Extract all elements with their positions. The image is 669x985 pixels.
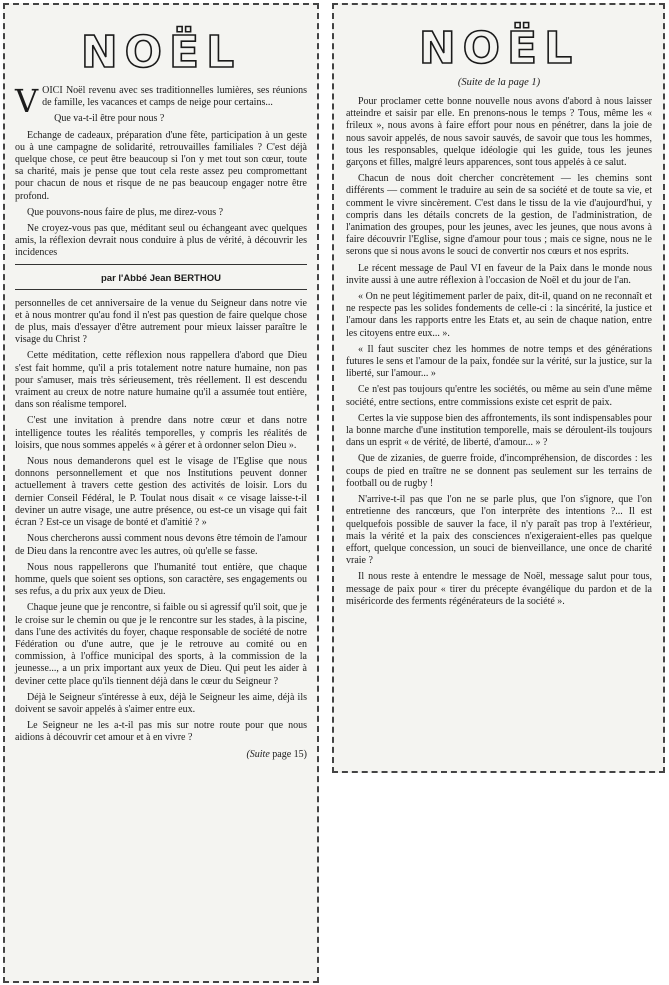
paragraph: Cette méditation, cette réflexion nous rappellera d'abord que Dieu s'est fait homme, qu'il a pris totalement notre nature humaine, non pas pour s'amuser, mais très sérieusement, très réellement. Il est descendu vraiment au creux de notre nature humaine qu'il a assumée tout entière, dans son réalisme temporel. (15, 350, 307, 411)
paragraph: Que pouvons-nous faire de plus, me direz-vous ? (27, 206, 224, 218)
paragraph: N'arrive-t-il pas que l'on ne se parle plus, que l'on s'ignore, que l'on entretienne des rancœurs, que l'on interprète des intentions ?... Il est quelquefois possible de sauver la face, il n'y paraît pas trop à l'extérieur, mais la vérité et la paix des consciences n'exigeraient-elles pas quelque effort, quelque concession, un souci de bienveillance, une once de charité vraie ? (346, 494, 652, 567)
paragraph: « On ne peut légitimement parler de paix, dit-il, quand on ne reconnaît et ne respecte pas les solides fondements de celle-ci : la sincérité, la justice et l'amour dans les rapports entre les Etats et, au sein de chaque nation, entre les citoyens entre eux... ». (346, 291, 652, 339)
paragraph: Nous nous rappellerons que l'humanité tout entière, que chaque homme, quels que soient ses options, son caractère, ses engagements ou ses refus, a du prix aux yeux de Dieu. (15, 561, 307, 598)
intro-text: OICI Noël revenu avec ses traditionnelles lumières, ses réunions de famille, les vacances et camps de neige pour certains... (42, 85, 307, 109)
paragraph: Nous chercherons aussi comment nous devons être témoin de l'amour de Dieu dans la rencontre avec les autres, où qu'elle se fasse. (15, 533, 307, 557)
continued-label: (Suite (246, 748, 270, 760)
paragraph: Que va-t-il être pour nous ? (54, 113, 165, 125)
article-continuation (332, 3, 665, 773)
continuation-title: NOËL (418, 23, 580, 74)
continuation-subtitle: (Suite de la page 1) (457, 77, 541, 88)
drop-cap: V (15, 82, 39, 120)
paragraph: Le Seigneur ne les a-t-il pas mis sur notre route pour que nous aidions à découvrir cet amour et à en vivre ? (15, 720, 307, 744)
paragraph: Pour proclamer cette bonne nouvelle nous avons d'abord à nous laisser atteindre et saisir par elle. En prenons-nous le temps ? Tous, même les « frileux », nous avons à faire effort pour nous en pénétrer, dans la joie de nous savoir appelés, de nous savoir sauvés, de savoir que tous les hommes, tous les responsables, quelque idéologie qui les guide, tous les jeunes garçons et filles, malgré leurs apparences, sont tous appelés à ce salut. (346, 96, 652, 169)
paragraph: Le récent message de Paul VI en faveur de la Paix dans le monde nous invite aussi à une autre réflexion à l'occasion de Noël et du jour de l'an. (346, 262, 652, 286)
article-first-page (3, 3, 319, 983)
paragraph: Déjà le Seigneur s'intéresse à eux, déjà le Seigneur les aime, déjà ils doivent se savoir appelés à s'aimer entre eux. (15, 691, 307, 715)
continued-page: page 15) (272, 748, 307, 760)
paragraph: Ce n'est pas toujours qu'entre les sociétés, ou même au sein d'une même société, entre sections, entre commissions existe cet esprit de paix. (346, 384, 652, 408)
paragraph: Que de zizanies, de guerre froide, d'incompréhension, de discordes : les coups de pied en traître ne se donnent pas seulement sur les terrains de football ou de rugby ! (346, 453, 652, 489)
paragraph: personnelles de cet anniversaire de la venue du Seigneur dans notre vie et à nous montrer qu'au fond il n'est pas question de faire quelque chose de plus, mais d'essayer d'être autrement pour mieux laisser paraître le visage du Christ ? (15, 297, 307, 346)
paragraph: Echange de cadeaux, préparation d'une fête, participation à un geste ou à une campagne de solidarité, retrouvailles familiales ? C'est déjà quelque chose, ce peut être beaucoup si l'on y met tout son cœur, toute sa charité, mais je pense que tout cela reste assez peu compromettant pour chacun de nous et risque de ne pas beaucoup engager notre être profond. (15, 129, 307, 202)
paragraph: C'est une invitation à prendre dans notre cœur et dans notre intelligence toutes les réalités temporelles, y compris les réalités de loisirs, que nous sommes appelés « à gérer et à ordonner selon Dieu ». (15, 415, 307, 451)
paragraph: Chaque jeune que je rencontre, si faible ou si agressif qu'il soit, que je le croise sur le chemin ou que je le rencontre sur les stades, à la piscine, dans l'une des activités du foyer, chaque responsable de société de notre Fédération ou d'une autre, que je le retrouve au comité ou en commission, à l'office municipal des sports, à la commission de la jeunesse..., a un prix important aux yeux de Dieu. Qui peut les aider à deviner cette place qu'ils tiennent déjà dans le cœur du Seigneur ? (15, 602, 307, 687)
byline-box (15, 264, 307, 290)
continued-note (15, 749, 307, 760)
paragraph: Nous nous demanderons quel est le visage de l'Eglise que nous donnons personnellement et que nos Institutions peuvent donner actuellement à travers cette gestion des activités de loisir. Lors du dernier Conseil Fédéral, le P. Toulat nous disait « ce visage laisse-t-il deviner un autre visage, une autre présence, ou est-ce un visage qui fait écran ? Est-ce un visage de bonté et d'amitié ? » (15, 456, 307, 529)
paragraph: Il nous reste à entendre le message de Noël, message salut pour tous, message de paix pour « tirer du précepte évangélique du pardon et de la miséricorde des ferments régénérateurs de la société ». (346, 571, 652, 607)
article-title: NOËL (80, 27, 242, 78)
paragraph: Chacun de nous doit chercher concrètement — les chemins sont différents — comment le traduire au sein de sa société et de toute sa vie, et comment le vivre sincèrement. C'est dans le tissu de la vie d'aujourd'hui, y compris dans les détails concrets de la gestion, de l'administration, de l'animation des groupes, pour les jeunes, avec les jeunes, que nous avons à faire découvrir l'Eglise, signe d'amour pour tous ; mais ce signe, nous ne le serons que si nous avons le souci de convertir nos cœurs et nos esprits. (346, 173, 652, 258)
paragraph: Ne croyez-vous pas que, méditant seul ou échangeant avec quelques amis, la réflexion devrait nous conduire à plus de vérité, à découvrir les incidences (15, 223, 307, 259)
paragraph: « Il faut susciter chez les hommes de notre temps et des générations futures le sens et l'amour de la paix, fondée sur la vérité, sur la justice, sur la liberté, sur l'amour... » (346, 343, 652, 380)
paragraph: Certes la vie suppose bien des affrontements, ils sont indispensables pour la bonne marche d'une institution temporelle, mais se déroulent-ils toujours dans un esprit « de vérité, de liberté, d'amour... » ? (346, 412, 652, 449)
author-byline: par l'Abbé Jean BERTHOU (101, 272, 221, 284)
